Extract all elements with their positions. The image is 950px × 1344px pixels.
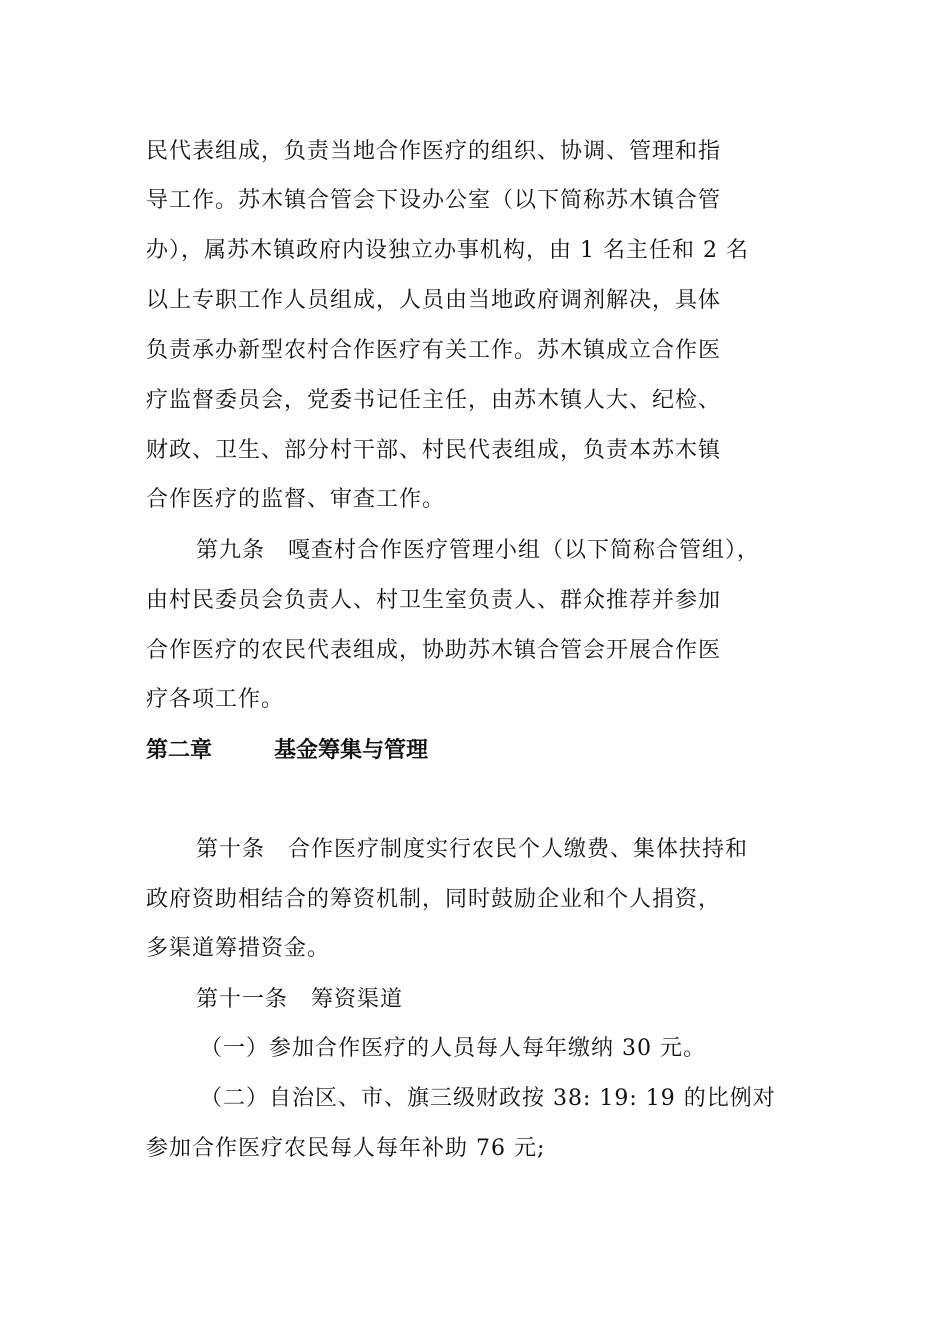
- article-9-first-line: 第九条 嘎查村合作医疗管理小组（以下简称合管组），: [196, 538, 761, 563]
- text-line: 导工作。苏木镇合管会下设办公室（以下简称苏木镇合管: [146, 188, 722, 213]
- text-line: 合作医疗的监督、审查工作。: [146, 487, 446, 512]
- article-11-heading: 第十一条 筹资渠道: [196, 987, 404, 1012]
- text-line: 以上专职工作人员组成，人员由当地政府调剂解决，具体: [146, 288, 722, 313]
- article-10-first-line: 第十条 合作医疗制度实行农民个人缴费、集体扶持和: [196, 837, 749, 862]
- text-line: 民代表组成，负责当地合作医疗的组织、协调、管理和指: [146, 139, 722, 164]
- text-line: 参加合作医疗农民每人每年补助 76 元;: [146, 1136, 546, 1161]
- text-line: 疗各项工作。: [146, 687, 285, 712]
- text-line: 由村民委员会负责人、村卫生室负责人、群众推荐并参加: [146, 588, 722, 613]
- list-item-1: （一）参加合作医疗的人员每人每年缴纳 30 元。: [200, 1036, 706, 1061]
- list-item-2: （二）自治区、市、旗三级财政按 38: 19: 19 的比例对: [200, 1086, 776, 1111]
- chapter-title: 基金筹集与管理: [274, 738, 429, 763]
- text-line: 政府资助相结合的筹资机制，同时鼓励企业和个人捐资，: [146, 887, 722, 912]
- text-line: 办），属苏木镇政府内设独立办事机构，由 1 名主任和 2 名: [146, 238, 749, 263]
- text-line: 疗监督委员会，党委书记任主任，由苏木镇人大、纪检、: [146, 388, 722, 413]
- text-line: 财政、卫生、部分村干部、村民代表组成，负责本苏木镇: [146, 438, 722, 463]
- chapter-heading: [146, 736, 428, 766]
- text-line: 负责承办新型农村合作医疗有关工作。苏木镇成立合作医: [146, 338, 722, 363]
- chapter-number: 第二章: [146, 738, 213, 763]
- text-line: 多渠道筹措资金。: [146, 936, 331, 961]
- text-line: 合作医疗的农民代表组成，协助苏木镇合管会开展合作医: [146, 638, 722, 663]
